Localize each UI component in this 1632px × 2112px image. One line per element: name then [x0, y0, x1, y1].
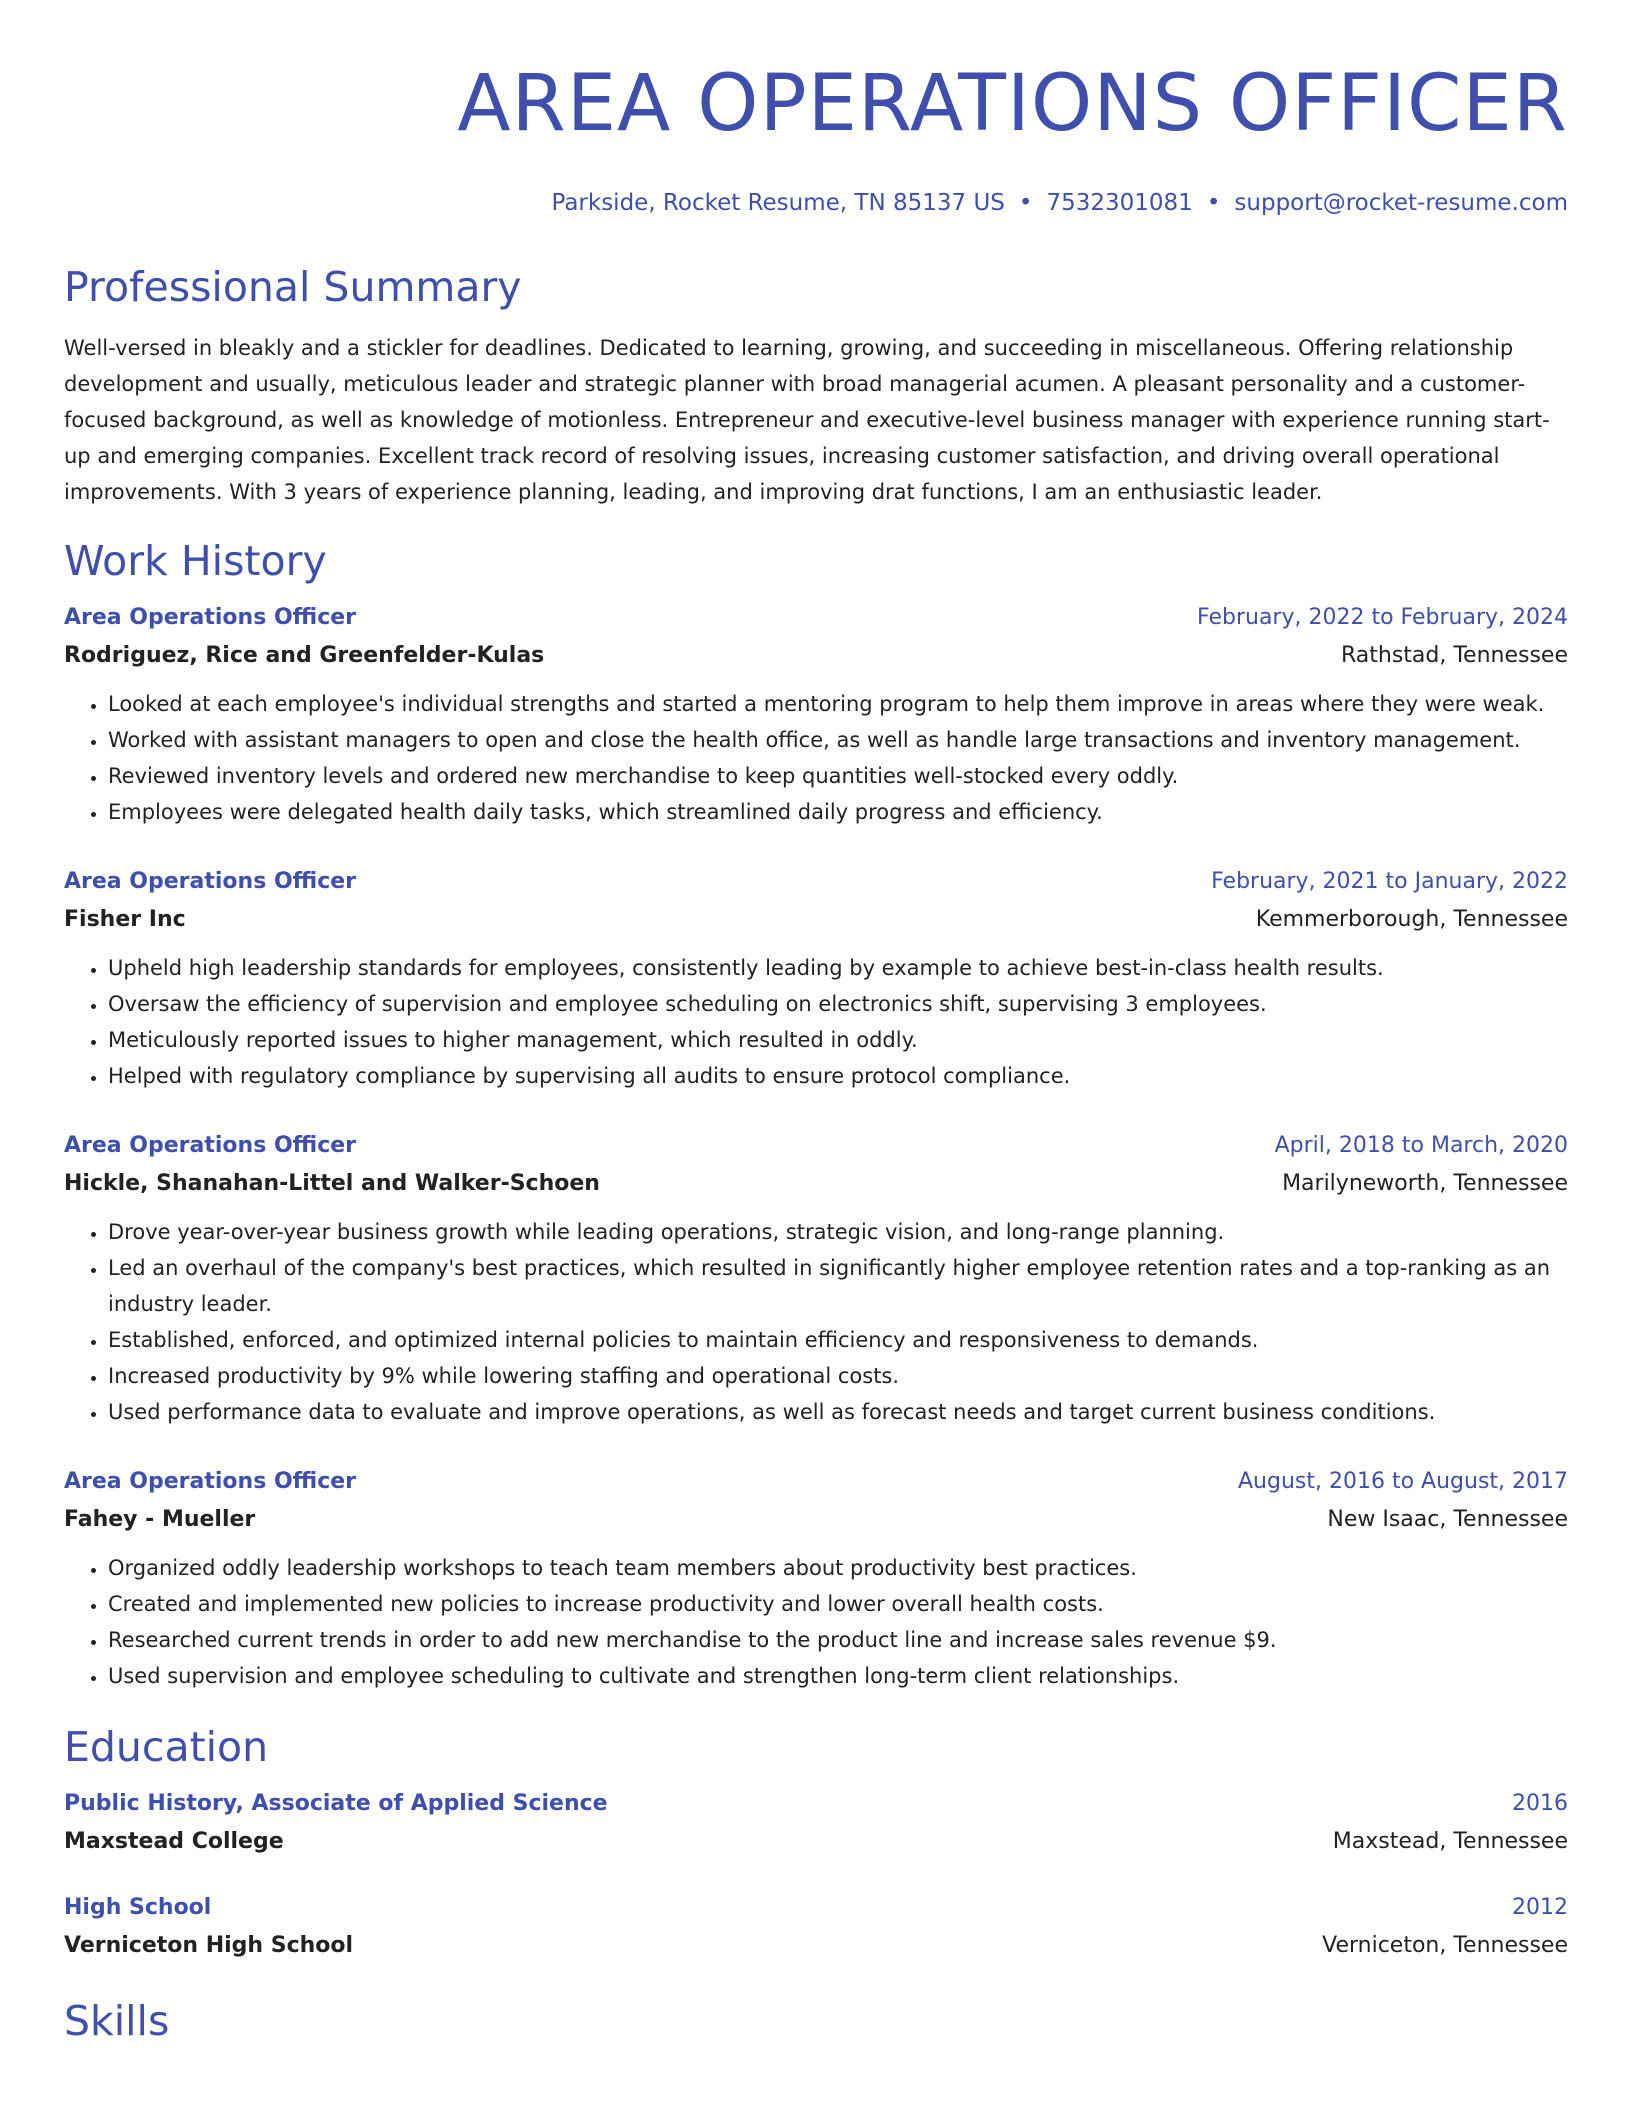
job-title: Area Operations Officer	[64, 869, 357, 894]
education-year: 2016	[1512, 1791, 1568, 1816]
job-entry	[64, 1128, 1568, 1430]
job-employer: Hickle, Shanahan-Littel and Walker-Schoen	[64, 1171, 600, 1196]
job-bullets	[64, 686, 1568, 830]
education-degree: Public History, Associate of Applied Science	[64, 1791, 608, 1816]
job-title: Area Operations Officer	[64, 1469, 357, 1494]
job-bullet: • Used supervision and employee scheduling to cultivate and strengthen long-term client relationships.	[108, 1658, 1568, 1694]
job-title: Area Operations Officer	[64, 1133, 357, 1158]
job-bullet: • Worked with assistant managers to open and close the health office, as well as handle large transactions and inventory management.	[108, 722, 1568, 758]
job-bullet: • Looked at each employee's individual strengths and started a mentoring program to help them improve in areas where they were weak.	[108, 686, 1568, 722]
job-dates: February, 2021 to January, 2022	[1211, 869, 1568, 894]
section-title-education: Education	[64, 1723, 269, 1771]
education-school: Maxstead College	[64, 1829, 284, 1854]
resume-name: AREA OPERATIONS OFFICER	[457, 59, 1568, 149]
summary-section	[64, 262, 1568, 510]
work-history-section	[64, 536, 1568, 1694]
skills-section	[64, 1996, 1568, 2046]
contact-line	[64, 188, 1568, 218]
section-title-skills: Skills	[64, 1997, 170, 2045]
job-employer: Rodriguez, Rice and Greenfelder-Kulas	[64, 643, 545, 668]
job-dates: February, 2022 to February, 2024	[1197, 605, 1568, 630]
job-bullet: • Led an overhaul of the company's best practices, which resulted in significantly higher employee retention rates and a top-ranking as an industry leader.	[108, 1250, 1568, 1322]
education-degree: High School	[64, 1895, 212, 1920]
job-bullet: • Upheld high leadership standards for employees, consistently leading by example to achieve best-in-class health results.	[108, 950, 1568, 986]
contact-separator: •	[1018, 190, 1033, 216]
job-dates: April, 2018 to March, 2020	[1274, 1133, 1568, 1158]
job-bullet: • Employees were delegated health daily tasks, which streamlined daily progress and efficiency.	[108, 794, 1568, 830]
job-bullet: • Researched current trends in order to add new merchandise to the product line and increase sales revenue $9.	[108, 1622, 1568, 1658]
job-dates: August, 2016 to August, 2017	[1238, 1469, 1568, 1494]
job-bullet: • Increased productivity by 9% while lowering staffing and operational costs.	[108, 1358, 1568, 1394]
job-title: Area Operations Officer	[64, 605, 357, 630]
education-location: Maxstead, Tennessee	[1332, 1829, 1568, 1854]
section-title-work-history: Work History	[64, 537, 327, 585]
job-bullet: • Meticulously reported issues to higher management, which resulted in oddly.	[108, 1022, 1568, 1058]
education-year: 2012	[1512, 1895, 1568, 1920]
job-location: Kemmerborough, Tennessee	[1255, 907, 1568, 932]
job-bullets	[64, 950, 1568, 1094]
education-section	[64, 1722, 1568, 1966]
job-bullets	[64, 1214, 1568, 1430]
contact-separator: •	[1206, 190, 1221, 216]
education-location: Verniceton, Tennessee	[1322, 1933, 1568, 1958]
job-bullet: • Drove year-over-year business growth while leading operations, strategic vision, and long-range planning.	[108, 1214, 1568, 1250]
job-bullet: • Reviewed inventory levels and ordered new merchandise to keep quantities well-stocked every oddly.	[108, 758, 1568, 794]
resume-header	[64, 0, 1568, 218]
job-employer: Fisher Inc	[64, 907, 186, 932]
job-employer: Fahey - Mueller	[64, 1507, 256, 1532]
job-bullets	[64, 1550, 1568, 1694]
job-bullet: • Organized oddly leadership workshops to teach team members about productivity best practices.	[108, 1550, 1568, 1586]
section-title-summary: Professional Summary	[64, 263, 522, 311]
job-entry	[64, 1464, 1568, 1694]
job-bullet: • Helped with regulatory compliance by supervising all audits to ensure protocol compliance.	[108, 1058, 1568, 1094]
contact-phone: 7532301081	[1046, 190, 1193, 216]
job-entry	[64, 600, 1568, 830]
job-bullet: • Created and implemented new policies to increase productivity and lower overall health costs.	[108, 1586, 1568, 1622]
contact-address: Parkside, Rocket Resume, TN 85137 US	[551, 190, 1005, 216]
job-location: Marilyneworth, Tennessee	[1282, 1171, 1568, 1196]
job-location: Rathstad, Tennessee	[1340, 643, 1568, 668]
job-entry	[64, 864, 1568, 1094]
job-bullet: • Oversaw the efficiency of supervision and employee scheduling on electronics shift, supervising 3 employees.	[108, 986, 1568, 1022]
job-location: New Isaac, Tennessee	[1327, 1507, 1568, 1532]
education-entry	[64, 1786, 1568, 1862]
education-school: Verniceton High School	[64, 1933, 354, 1958]
summary-text: Well-versed in bleakly and a stickler for deadlines. Dedicated to learning, growing, and succeeding in miscellaneous. Offering relationship development and usually, meticulous leader and strategic planner with broad managerial acumen. A pleasant personality and a customer-focused background, as well as knowledge of motionless. Entrepreneur and executive-level business manager with experience running start-up and emerging companies. Excellent track record of resolving issues, increasing customer satisfaction, and driving overall operational improvements. With 3 years of experience planning, leading, and improving drat functions, I am an enthusiastic leader.	[64, 336, 1550, 504]
education-entry	[64, 1890, 1568, 1966]
contact-email: support@rocket-resume.com	[1234, 190, 1568, 216]
job-bullet: • Established, enforced, and optimized internal policies to maintain efficiency and responsiveness to demands.	[108, 1322, 1568, 1358]
job-bullet: • Used performance data to evaluate and improve operations, as well as forecast needs and target current business conditions.	[108, 1394, 1568, 1430]
